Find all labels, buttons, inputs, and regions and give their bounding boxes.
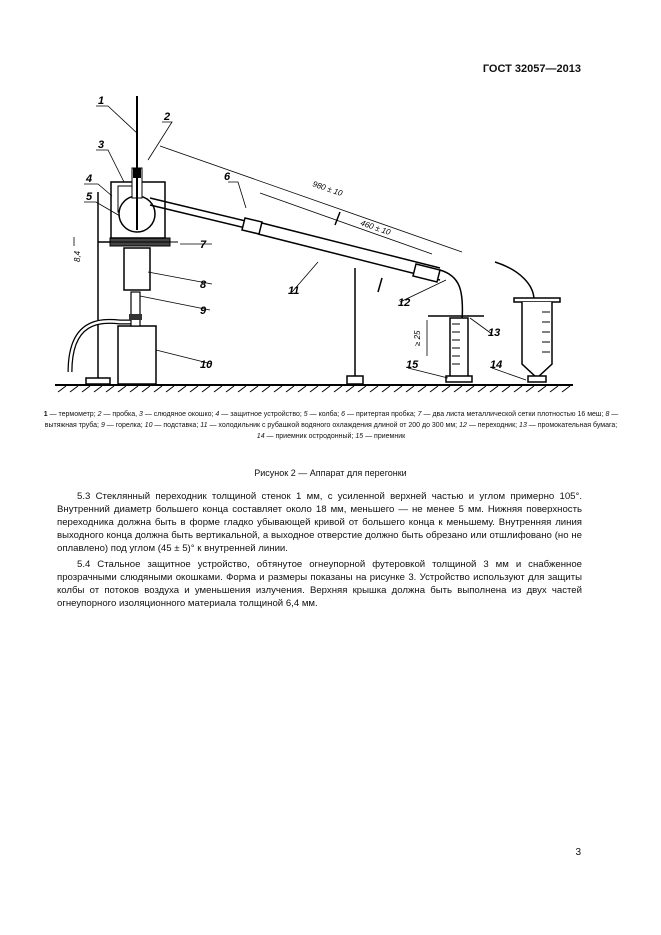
distillation-apparatus-figure (0, 0, 661, 420)
label-1: 1 (98, 95, 105, 107)
dim-980: 980 ± 10 (311, 179, 344, 199)
label-7: 7 (200, 239, 207, 251)
legend-item: 14 — приемник остродонный; (256, 433, 356, 440)
label-3: 3 (98, 139, 105, 151)
legend-item: 3 — слюдяное окошко; (138, 411, 216, 418)
dim-25: ≥ 25 (413, 330, 422, 346)
legend-item: 5 — колба; (303, 411, 342, 418)
legend-item: 6 — притертая пробка; (341, 411, 418, 418)
legend-item: 7 — два листа металлической сетки плотностью 16 меш; (417, 411, 606, 418)
legend-item: 8 — вытяжная труба; (44, 411, 619, 429)
label-15: 15 (406, 359, 419, 371)
label-10: 10 (200, 359, 213, 371)
figure-caption: Рисунок 2 — Аппарат для перегонки (254, 468, 407, 478)
label-9: 9 (200, 305, 207, 317)
legend-item: 15 — приемник (355, 433, 406, 440)
page-number: 3 (575, 847, 581, 858)
label-12: 12 (398, 297, 411, 309)
label-11: 11 (288, 285, 300, 297)
legend-item: 4 — защитное устройство; (215, 411, 304, 418)
adapter (440, 270, 462, 322)
label-4: 4 (86, 173, 93, 185)
right-stand (347, 268, 363, 384)
chimney (124, 248, 150, 290)
label-13: 13 (488, 327, 501, 339)
document-header: ГОСТ 32057—2013 (482, 63, 581, 75)
support-box (118, 326, 156, 384)
pointed-receiver (495, 262, 560, 382)
legend-item: 9 — горелка; (100, 422, 145, 429)
legend-item: 13 — промокательная бумага; (519, 422, 618, 429)
receiver-cylinder (428, 316, 484, 382)
dim-8-4: 8,4 (73, 250, 82, 262)
ground (55, 385, 573, 392)
legend-item: 10 — подставка; (144, 422, 201, 429)
label-2: 2 (164, 111, 171, 123)
dim-460: 460 ± 10 (359, 218, 392, 238)
body-text (57, 490, 582, 613)
paragraph-5-3: 5.3 Стеклянный переходник толщиной стенок 1 мм, с усиленной верхней частью и углом примерно 105°. Внутренний диаметр большего конца составляет около 18 мм, меньшего — не менее 5 мм. Нижняя поверхность переходника должна быть в форме гладко убывающей кривой от большего конца к меньшему. Внутренняя линия выходного конца должна быть вертикальной, а выходное отверстие должно быть обрезано или отшлифовано (но не оплавлено) под углом (45 ± 5)° к внутренней линии. (57, 491, 582, 554)
legend-item: 1 — термометр; (43, 411, 98, 418)
legend-item: 11 — холодильник с рубашкой водяного охлаждения длиной от 200 до 300 мм; (200, 422, 460, 429)
label-5: 5 (86, 191, 93, 203)
burner (131, 292, 140, 326)
legend-item: 2 — пробка, (97, 411, 139, 418)
label-14: 14 (490, 359, 503, 371)
paragraph-5-4: 5.4 Стальное защитное устройство, обтянутое огнеупорной футеровкой толщиной 3 мм и снабженное прозрачными слюдяными окошками. Форма и размеры показаны на рисунке 3. Устройство используют для защиты колбы от потоков воздуха и уменьшения излучения. Верхняя крышка должна быть выполнена из двух частей огнеупорного изоляционного материала толщиной 6,4 мм. (57, 559, 582, 609)
label-8: 8 (200, 279, 207, 291)
legend-item: 12 — переходник; (459, 422, 520, 429)
label-6: 6 (224, 171, 231, 183)
figure-legend (40, 409, 622, 442)
condenser (242, 212, 440, 292)
